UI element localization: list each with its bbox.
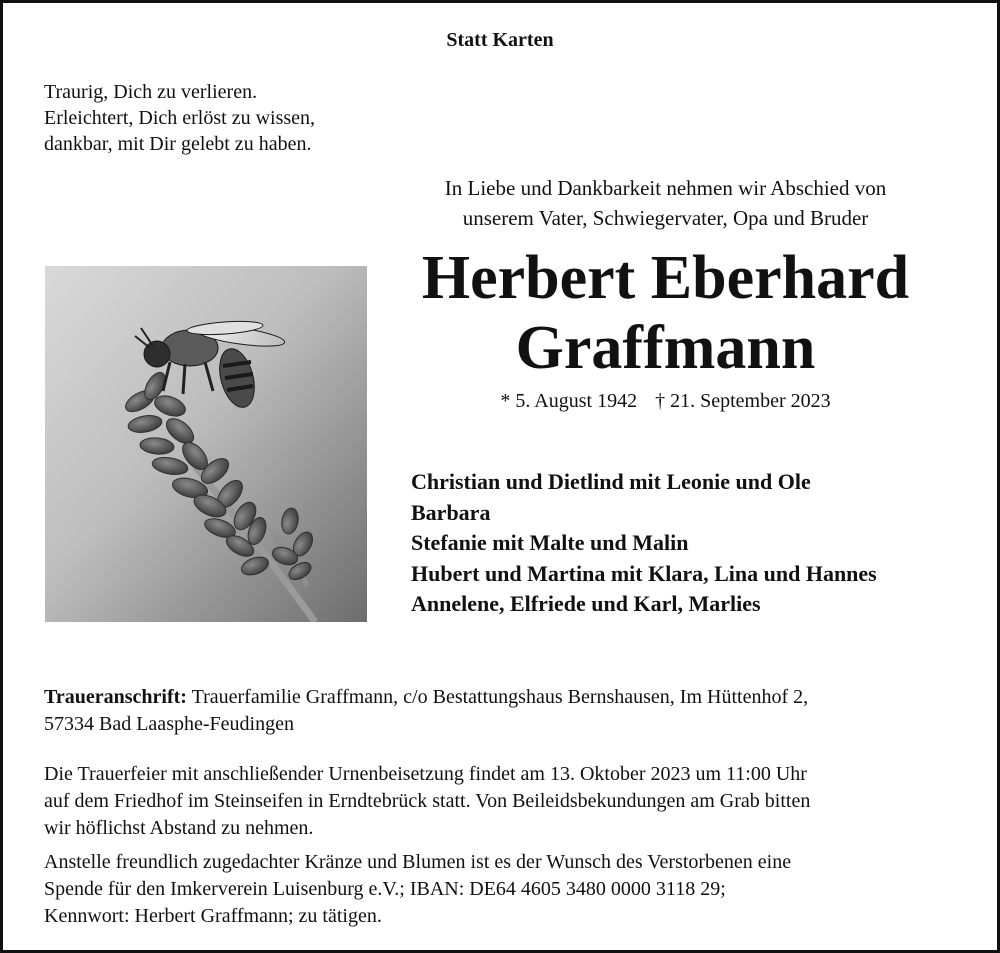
ceremony-line: auf dem Friedhof im Steinseifen in Erndtebrück statt. Von Beileidsbekundungen am Grab bitten [44, 790, 811, 812]
ceremony-line: wir höflichst Abstand zu nehmen. [44, 817, 314, 839]
deceased-name [363, 243, 968, 383]
family-line: Stefanie mit Malte und Malin [411, 530, 689, 555]
poem-line: Traurig, Dich zu verlieren. [44, 81, 258, 103]
family-line: Christian und Dietlind mit Leonie und Ole [411, 469, 811, 494]
ceremony-info [44, 761, 964, 842]
donation-info [44, 849, 964, 930]
donation-line: Spende für den Imkerverein Luisenburg e.V.; IBAN: DE64 4605 3480 0000 3118 29; [44, 878, 726, 900]
family-members [411, 467, 877, 620]
address-line1: Trauerfamilie Graffmann, c/o Bestattungshaus Bernshausen, Im Hüttenhof 2, [186, 686, 809, 708]
life-dates [383, 388, 948, 414]
donation-line: Kennwort: Herbert Graffmann; zu tätigen. [44, 905, 382, 927]
family-line: Barbara [411, 499, 491, 525]
deceased-name-line2: Graffmann [515, 314, 816, 382]
header-title: Statt Karten [446, 29, 554, 51]
address-label: Traueranschrift: [44, 686, 187, 708]
intro-text [383, 173, 948, 233]
family-line: Hubert und Martina mit Klara, Lina und Hannes [411, 560, 877, 586]
intro-line: unserem Vater, Schwiegervater, Opa und Bruder [462, 206, 869, 230]
death-date: † 21. September 2023 [655, 390, 831, 412]
donation-line: Anstelle freundlich zugedachter Kränze und Blumen ist es der Wunsch des Verstorbenen eine [44, 851, 792, 873]
poem-line: dankbar, mit Dir gelebt zu haben. [44, 133, 312, 155]
deceased-name-line1: Herbert Eberhard [421, 244, 910, 312]
mourning-address [44, 684, 964, 738]
birth-date: * 5. August 1942 [500, 390, 638, 412]
poem-line: Erleichtert, Dich erlöst zu wissen, [44, 107, 316, 129]
intro-line: In Liebe und Dankbarkeit nehmen wir Abschied von [444, 176, 887, 200]
poem [44, 79, 315, 157]
bee-on-lavender-photo [45, 266, 367, 622]
ceremony-line: Die Trauerfeier mit anschließender Urnenbeisetzung findet am 13. Oktober 2023 um 11:00 Uhr [44, 763, 807, 785]
address-line2: 57334 Bad Laasphe-Feudingen [44, 713, 294, 735]
family-line: Annelene, Elfriede und Karl, Marlies [411, 591, 761, 616]
